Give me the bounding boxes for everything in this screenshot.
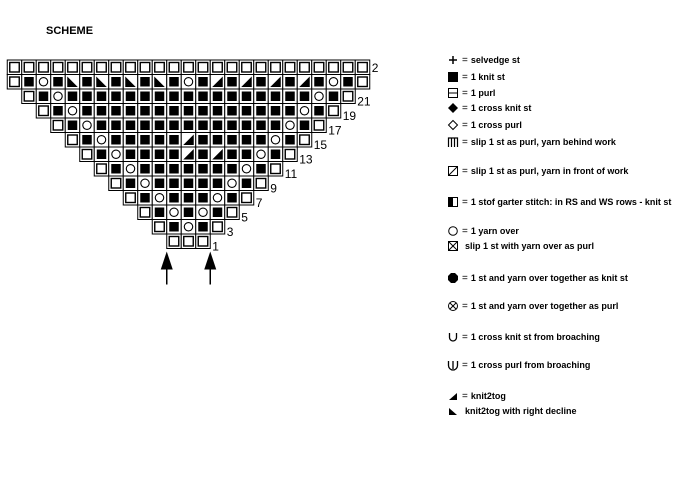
stitch-cell bbox=[181, 162, 196, 177]
stitch-cell bbox=[196, 89, 211, 104]
legend-item: = 1 cross purl bbox=[447, 118, 522, 132]
stitch-cell bbox=[225, 205, 240, 220]
row-number-label: 21 bbox=[357, 94, 371, 109]
stitch-cell bbox=[326, 60, 341, 75]
stitch-cell bbox=[181, 176, 196, 191]
stitch-cell bbox=[80, 118, 95, 133]
stitch-cell bbox=[152, 176, 167, 191]
stitch-cell bbox=[36, 60, 51, 75]
stitch-cell bbox=[254, 75, 269, 90]
legend-item: = 1 knit st bbox=[447, 70, 505, 84]
stitch-cell bbox=[196, 176, 211, 191]
stitch-cell bbox=[80, 133, 95, 148]
legend-item: = knit2tog bbox=[447, 389, 506, 403]
slip-behind-icon bbox=[447, 136, 459, 148]
stitch-cell bbox=[341, 75, 356, 90]
stitch-cell bbox=[239, 162, 254, 177]
stitch-cell bbox=[94, 118, 109, 133]
stitch-cell bbox=[36, 89, 51, 104]
stitch-cell bbox=[196, 60, 211, 75]
stitch-cell bbox=[225, 162, 240, 177]
stitch-cell bbox=[80, 60, 95, 75]
stitch-cell bbox=[341, 89, 356, 104]
legend-item: = 1 purl bbox=[447, 86, 495, 100]
stitch-cell bbox=[326, 104, 341, 119]
stitch-cell bbox=[36, 75, 51, 90]
stitch-cell bbox=[109, 133, 124, 148]
knitting-chart-grid bbox=[0, 0, 440, 300]
stitch-cell bbox=[268, 60, 283, 75]
stitch-cell bbox=[196, 147, 211, 162]
stitch-cell bbox=[283, 118, 298, 133]
stitch-cell bbox=[22, 75, 37, 90]
stitch-cell bbox=[196, 205, 211, 220]
stitch-cell bbox=[51, 60, 66, 75]
stitch-cell bbox=[210, 162, 225, 177]
stitch-cell bbox=[283, 133, 298, 148]
stitch-cell bbox=[138, 162, 153, 177]
stitch-cell bbox=[181, 60, 196, 75]
row-number-label: 13 bbox=[299, 152, 313, 167]
legend-item: = 1 stof garter stitch: in RS and WS rows - knit st bbox=[447, 195, 671, 209]
legend-item: = 1 yarn over bbox=[447, 224, 519, 238]
stitch-cell bbox=[297, 104, 312, 119]
stitch-cell bbox=[312, 118, 327, 133]
stitch-cell bbox=[254, 133, 269, 148]
stitch-cell bbox=[22, 60, 37, 75]
stitch-cell bbox=[152, 104, 167, 119]
stitch-cell bbox=[167, 220, 182, 235]
stitch-cell bbox=[268, 147, 283, 162]
stitch-cell bbox=[210, 133, 225, 148]
purl-square-icon bbox=[447, 87, 459, 99]
k2tog-icon bbox=[447, 390, 459, 402]
chart-title: SCHEME bbox=[46, 25, 94, 37]
stitch-cell bbox=[239, 75, 254, 90]
stitch-cell bbox=[196, 75, 211, 90]
stitch-cell bbox=[65, 133, 80, 148]
stitch-cell bbox=[210, 89, 225, 104]
stitch-cell bbox=[138, 89, 153, 104]
stitch-cell bbox=[312, 75, 327, 90]
stitch-cell bbox=[167, 60, 182, 75]
stitch-cell bbox=[167, 234, 182, 249]
stitch-cell bbox=[65, 75, 80, 90]
stitch-cell bbox=[94, 89, 109, 104]
stitch-cell bbox=[254, 104, 269, 119]
stitch-cell bbox=[210, 147, 225, 162]
stitch-cell bbox=[312, 104, 327, 119]
slip-front-icon bbox=[447, 165, 459, 177]
row-number-label: 7 bbox=[255, 196, 263, 210]
legend-item: = 1 st and yarn over together as purl bbox=[447, 299, 618, 313]
stitch-cell bbox=[167, 104, 182, 119]
stitch-cell bbox=[283, 60, 298, 75]
stitch-cell bbox=[123, 60, 138, 75]
stitch-cell bbox=[123, 75, 138, 90]
stitch-cell bbox=[254, 118, 269, 133]
stitch-cell bbox=[167, 176, 182, 191]
legend-item: = 1 cross knit st bbox=[447, 101, 531, 115]
knitting-chart bbox=[0, 0, 440, 300]
legend-item: = 1 cross knit st from broaching bbox=[447, 330, 600, 344]
legend-item: = 1 cross purl from broaching bbox=[447, 358, 590, 372]
stitch-cell bbox=[297, 118, 312, 133]
legend-item: = 1 st and yarn over together as knit st bbox=[447, 271, 628, 285]
stitch-cell bbox=[239, 60, 254, 75]
stitch-cell bbox=[326, 89, 341, 104]
stitch-cell bbox=[225, 147, 240, 162]
stitch-cell bbox=[312, 89, 327, 104]
stitch-cell bbox=[7, 60, 22, 75]
stitch-cell bbox=[239, 191, 254, 206]
stitch-cell bbox=[65, 104, 80, 119]
stitch-cell bbox=[297, 60, 312, 75]
k2tog-right-icon bbox=[447, 405, 459, 417]
stitch-cell bbox=[109, 60, 124, 75]
stitch-cell bbox=[181, 205, 196, 220]
up-arrow-icon bbox=[161, 252, 173, 285]
stitch-cell bbox=[138, 133, 153, 148]
filled-octagon-icon bbox=[447, 272, 459, 284]
stitch-cell bbox=[196, 133, 211, 148]
stitch-cell bbox=[123, 191, 138, 206]
stitch-cell bbox=[138, 118, 153, 133]
stitch-cell bbox=[109, 104, 124, 119]
stitch-cell bbox=[152, 75, 167, 90]
legend-item: slip 1 st with yarn over as purl bbox=[447, 239, 594, 253]
stitch-cell bbox=[196, 104, 211, 119]
stitch-cell bbox=[210, 191, 225, 206]
stitch-cell bbox=[36, 104, 51, 119]
stitch-cell bbox=[109, 162, 124, 177]
stitch-cell bbox=[210, 104, 225, 119]
stitch-cell bbox=[138, 191, 153, 206]
stitch-cell bbox=[268, 118, 283, 133]
stitch-cell bbox=[297, 133, 312, 148]
stitch-cell bbox=[167, 118, 182, 133]
stitch-cell bbox=[152, 147, 167, 162]
stitch-cell bbox=[225, 60, 240, 75]
stitch-cell bbox=[225, 104, 240, 119]
stitch-cell bbox=[167, 89, 182, 104]
stitch-cell bbox=[196, 118, 211, 133]
stitch-cell bbox=[152, 205, 167, 220]
stitch-cell bbox=[196, 234, 211, 249]
legend-item: = slip 1 st as purl, yarn in front of work bbox=[447, 164, 628, 178]
stitch-cell bbox=[80, 75, 95, 90]
stitch-cell bbox=[51, 118, 66, 133]
stitch-cell bbox=[181, 133, 196, 148]
stitch-cell bbox=[341, 60, 356, 75]
stitch-cell bbox=[225, 191, 240, 206]
stitch-cell bbox=[254, 162, 269, 177]
stitch-cell bbox=[239, 118, 254, 133]
stitch-cell bbox=[297, 75, 312, 90]
stitch-cell bbox=[123, 162, 138, 177]
stitch-cell bbox=[80, 89, 95, 104]
stitch-cell bbox=[7, 75, 22, 90]
up-arrow-icon bbox=[204, 252, 216, 285]
stitch-cell bbox=[138, 104, 153, 119]
stitch-cell bbox=[181, 220, 196, 235]
stitch-cell bbox=[196, 191, 211, 206]
x-square-icon bbox=[447, 240, 459, 252]
stitch-cell bbox=[138, 176, 153, 191]
stitch-cell bbox=[138, 147, 153, 162]
stitch-cell bbox=[181, 118, 196, 133]
stitch-cell bbox=[254, 176, 269, 191]
legend-item: = slip 1 st as purl, yarn behind work bbox=[447, 135, 616, 149]
stitch-cell bbox=[152, 60, 167, 75]
stitch-cell bbox=[167, 133, 182, 148]
stitch-cell bbox=[152, 191, 167, 206]
row-number-label: 2 bbox=[371, 61, 379, 75]
stitch-cell bbox=[312, 60, 327, 75]
stitch-cell bbox=[210, 75, 225, 90]
stitch-cell bbox=[94, 147, 109, 162]
stitch-cell bbox=[210, 60, 225, 75]
stitch-cell bbox=[210, 220, 225, 235]
stitch-cell bbox=[152, 118, 167, 133]
stitch-cell bbox=[51, 89, 66, 104]
stitch-cell bbox=[181, 89, 196, 104]
stitch-cell bbox=[283, 147, 298, 162]
stitch-cell bbox=[355, 60, 370, 75]
stitch-cell bbox=[123, 89, 138, 104]
x-circle-icon bbox=[447, 300, 459, 312]
stitch-cell bbox=[181, 191, 196, 206]
stitch-cell bbox=[22, 89, 37, 104]
filled-diamond-icon bbox=[447, 102, 459, 114]
stitch-cell bbox=[109, 89, 124, 104]
hollow-diamond-icon bbox=[447, 119, 459, 131]
stitch-cell bbox=[181, 147, 196, 162]
stitch-cell bbox=[268, 89, 283, 104]
stitch-cell bbox=[254, 147, 269, 162]
stitch-cell bbox=[181, 234, 196, 249]
w-icon bbox=[447, 359, 459, 371]
stitch-cell bbox=[225, 75, 240, 90]
stitch-cell bbox=[94, 133, 109, 148]
stitch-cell bbox=[123, 133, 138, 148]
stitch-cell bbox=[80, 147, 95, 162]
stitch-cell bbox=[297, 89, 312, 104]
stitch-cell bbox=[51, 75, 66, 90]
stitch-cell bbox=[268, 104, 283, 119]
stitch-cell bbox=[268, 75, 283, 90]
stitch-cell bbox=[355, 75, 370, 90]
stitch-cell bbox=[254, 60, 269, 75]
stitch-cell bbox=[65, 89, 80, 104]
stitch-cell bbox=[225, 176, 240, 191]
stitch-cell bbox=[167, 205, 182, 220]
stitch-cell bbox=[239, 147, 254, 162]
stitch-cell bbox=[283, 89, 298, 104]
stitch-cell bbox=[152, 133, 167, 148]
stitch-cell bbox=[181, 75, 196, 90]
stitch-cell bbox=[225, 89, 240, 104]
row-number-label: 19 bbox=[342, 109, 357, 123]
stitch-cell bbox=[109, 176, 124, 191]
circle-icon bbox=[447, 225, 459, 237]
filled-square-icon bbox=[447, 71, 459, 83]
legend bbox=[447, 0, 687, 487]
stitch-cell bbox=[138, 60, 153, 75]
stitch-cell bbox=[283, 104, 298, 119]
stitch-cell bbox=[123, 104, 138, 119]
stitch-cell bbox=[167, 162, 182, 177]
stitch-cell bbox=[210, 176, 225, 191]
stitch-cell bbox=[109, 147, 124, 162]
stitch-cell bbox=[138, 75, 153, 90]
row-number-label: 11 bbox=[284, 167, 298, 181]
stitch-cell bbox=[152, 89, 167, 104]
row-number-label: 5 bbox=[241, 210, 248, 225]
stitch-cell bbox=[65, 60, 80, 75]
stitch-cell bbox=[152, 162, 167, 177]
stitch-cell bbox=[268, 162, 283, 177]
stitch-cell bbox=[239, 176, 254, 191]
stitch-cell bbox=[123, 118, 138, 133]
stitch-cell bbox=[167, 191, 182, 206]
stitch-cell bbox=[239, 104, 254, 119]
stitch-cell bbox=[283, 75, 298, 90]
stitch-cell bbox=[80, 104, 95, 119]
stitch-cell bbox=[326, 75, 341, 90]
garter-icon bbox=[447, 196, 459, 208]
row-number-label: 3 bbox=[226, 225, 234, 239]
stitch-cell bbox=[210, 205, 225, 220]
stitch-cell bbox=[167, 147, 182, 162]
u-icon bbox=[447, 331, 459, 343]
stitch-cell bbox=[123, 176, 138, 191]
stitch-cell bbox=[167, 75, 182, 90]
stitch-cell bbox=[94, 60, 109, 75]
stitch-cell bbox=[225, 118, 240, 133]
stitch-cell bbox=[94, 75, 109, 90]
row-number-label: 17 bbox=[328, 123, 342, 138]
row-number-label: 1 bbox=[212, 239, 219, 254]
row-number-label: 15 bbox=[313, 138, 328, 152]
row-number-label: 9 bbox=[270, 181, 277, 196]
stitch-cell bbox=[181, 104, 196, 119]
stitch-cell bbox=[51, 104, 66, 119]
stitch-cell bbox=[239, 89, 254, 104]
stitch-cell bbox=[239, 133, 254, 148]
stitch-cell bbox=[152, 220, 167, 235]
legend-item: = selvedge st bbox=[447, 53, 520, 67]
stitch-cell bbox=[123, 147, 138, 162]
stitch-cell bbox=[94, 162, 109, 177]
legend-item: knit2tog with right decline bbox=[447, 404, 577, 418]
stitch-cell bbox=[196, 220, 211, 235]
stitch-cell bbox=[196, 162, 211, 177]
stitch-cell bbox=[268, 133, 283, 148]
stitch-cell bbox=[94, 104, 109, 119]
stitch-cell bbox=[210, 118, 225, 133]
stitch-cell bbox=[65, 118, 80, 133]
stitch-cell bbox=[225, 133, 240, 148]
stitch-cell bbox=[109, 75, 124, 90]
plus-icon bbox=[447, 54, 459, 66]
stitch-cell bbox=[109, 118, 124, 133]
stitch-cell bbox=[254, 89, 269, 104]
stitch-cell bbox=[138, 205, 153, 220]
